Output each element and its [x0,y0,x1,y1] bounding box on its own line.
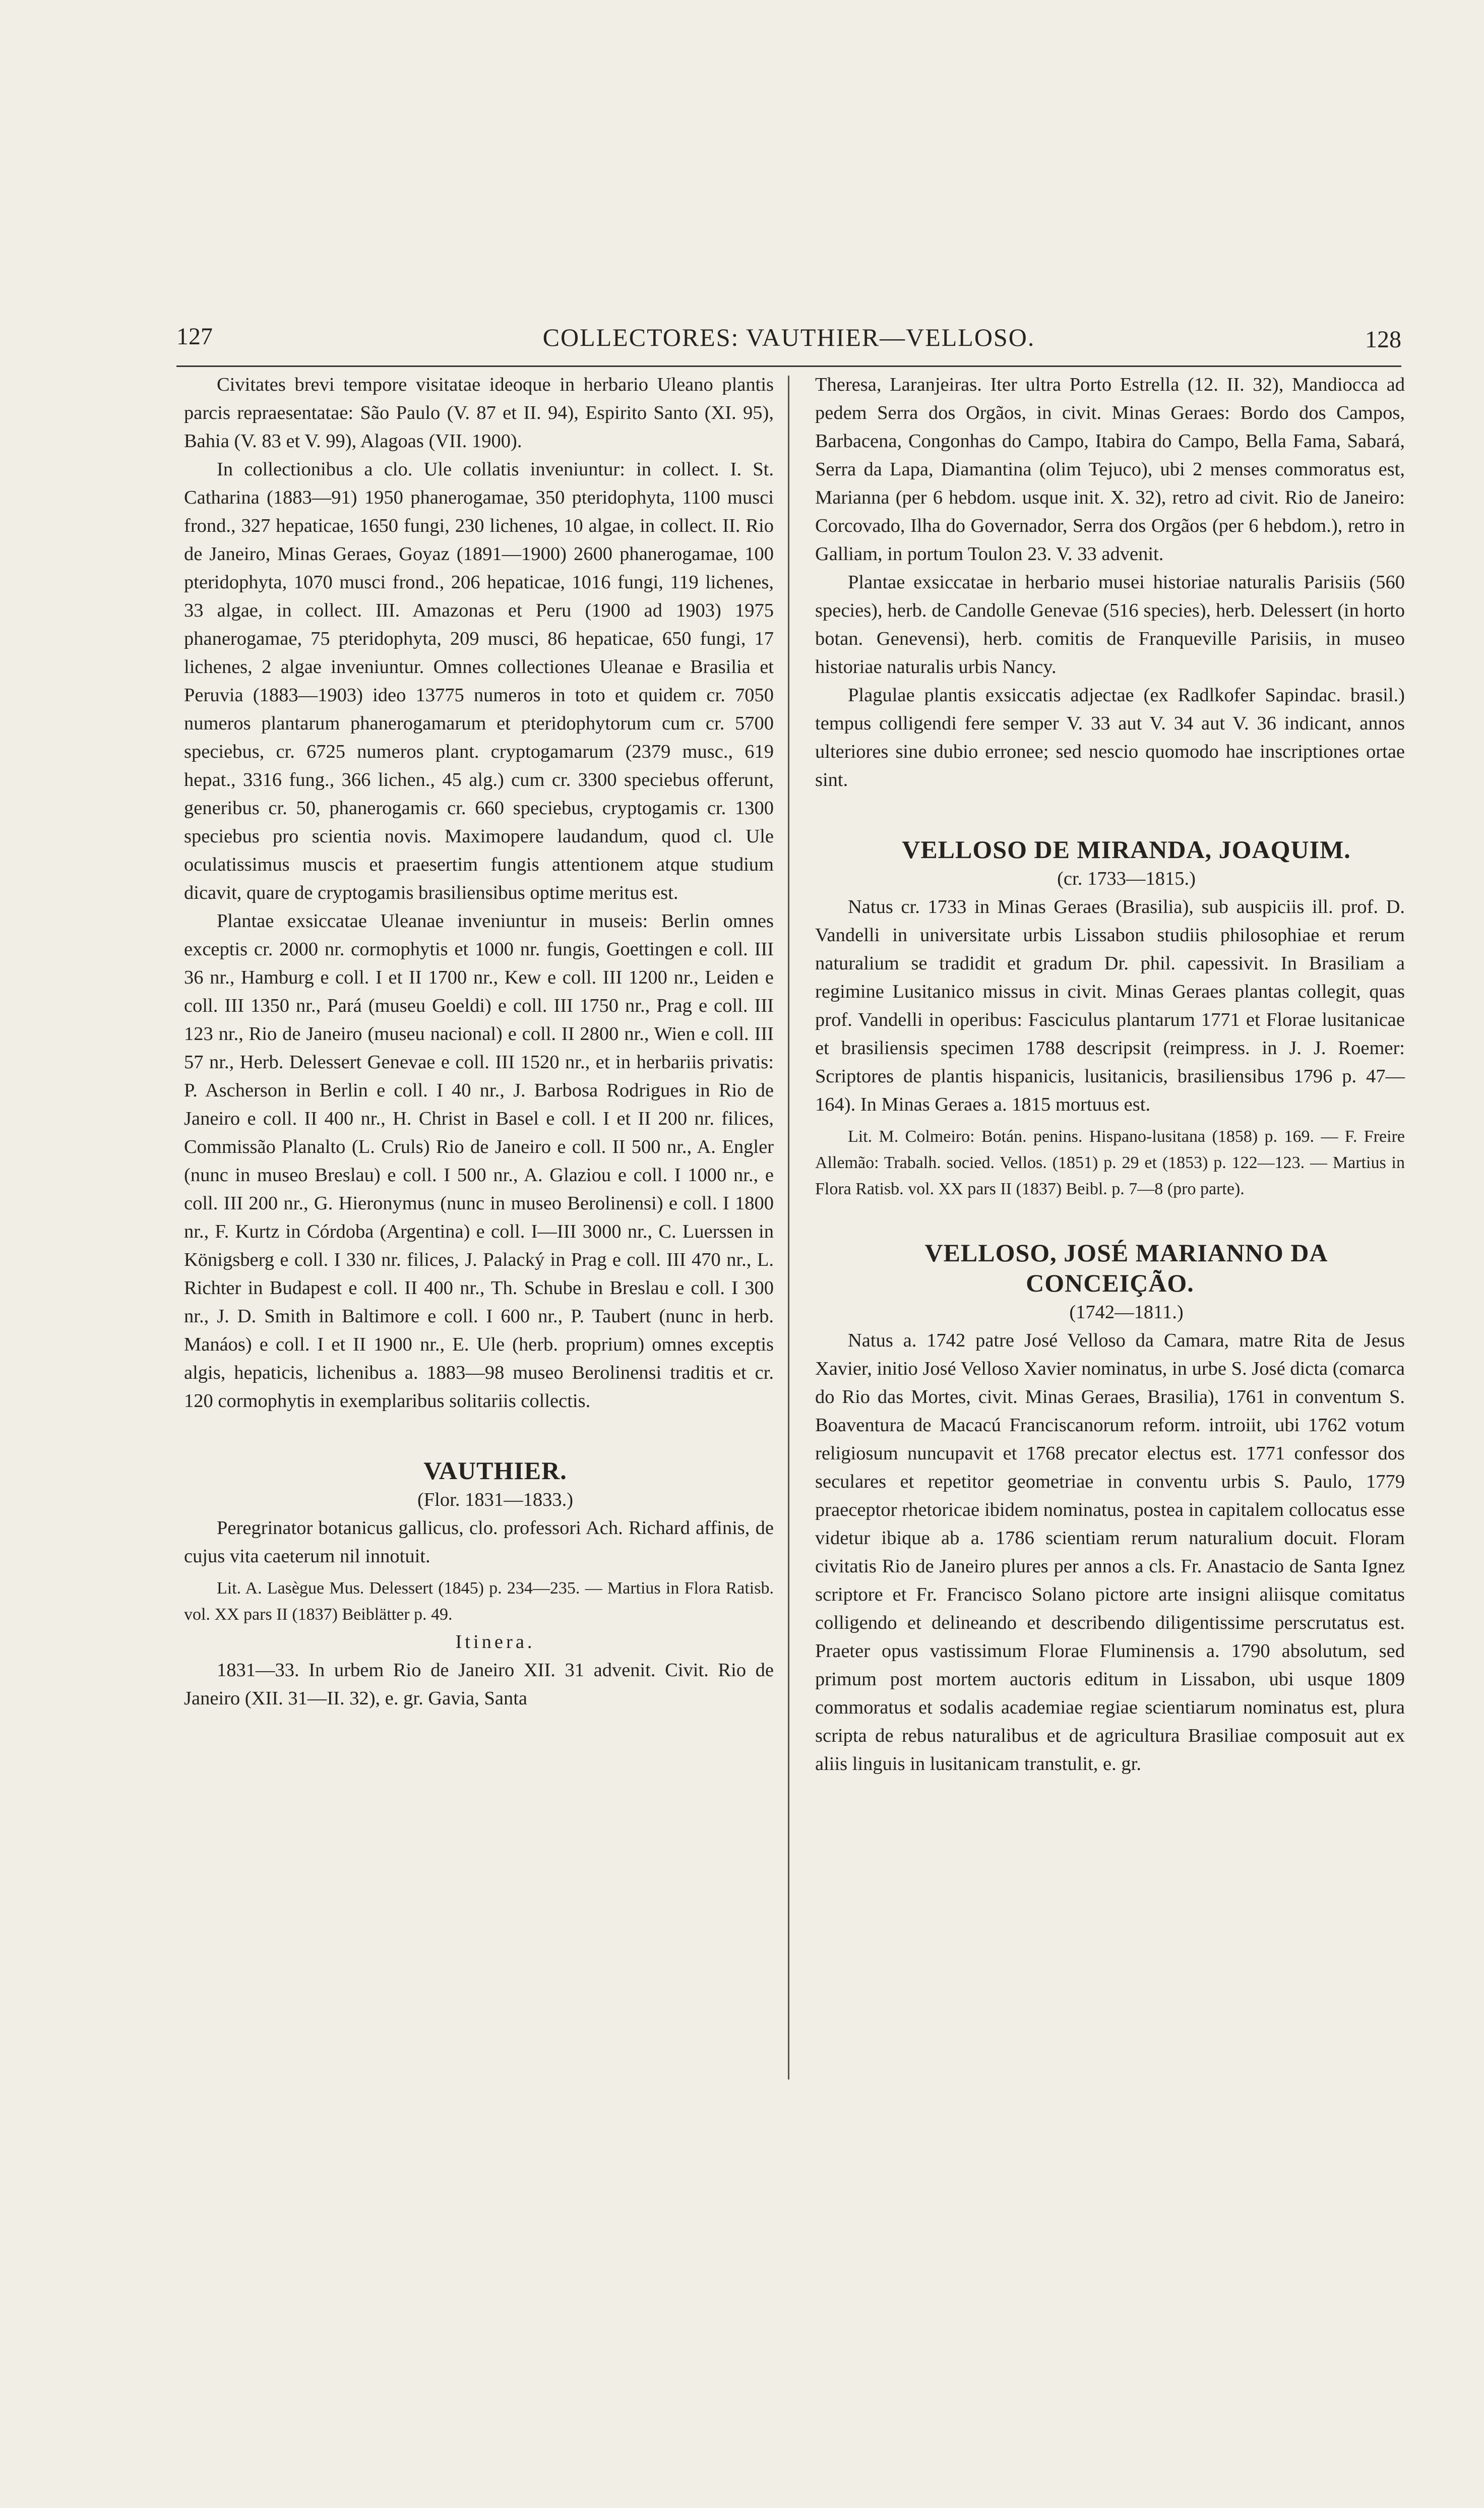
paragraph: Peregrinator botanicus gallicus, clo. professori Ach. Richard affinis, de cujus vita caeterum nil innotuit. [184,1517,774,1567]
paragraph: In collectionibus a clo. Ule collatis inveniuntur: in collect. I. St. Catharina (1883—91) 1950 phanerogamae, 350 pteridophyta, 1100 musci frond., 327 hepaticae, 1650 fungi, 230 lichenes, 10 algae, in collect. II. Rio de Janeiro, Minas Geraes, Goyaz (1891—1900) 2600 phanerogamae, 100 pteridophyta, 1070 musci frond., 206 hepaticae, 1016 fungi, 119 lichenes, 33 algae, in collect. III. Amazonas et Peru (1900 ad 1903) 1975 phanerogamae, 75 pteridophyta, 209 musci, 86 hepaticae, 650 fungi, 17 lichenes, 2 algae inveniuntur. Omnes collectiones Uleanae e Brasilia et Peruvia (1883—1903) ideo 13775 numeros in toto et quidem cr. 7050 numeros plantarum phanerogamarum et pteridophytorum cum cr. 5700 speciebus, cr. 6725 numeros plant. cryptogamarum (2379 musc., 619 hepat., 3316 fung., 366 lichen., 45 alg.) cum cr. 3300 speciebus offerunt, generibus cr. 50, phanerogamis cr. 660 speciebus, cryptogamis cr. 1300 speciebus pro scientia novis. Maximopere laudandum, quod cl. Ule oculatissimus muscis et praesertim fungis attentionem atque studium dicavit, quare de cryptogamis brasiliensibus optime meritus est. [184,459,774,903]
literature: Lit. M. Colmeiro: Botán. penins. Hispano-lusitana (1858) p. 169. — F. Freire Allemão: Trabalh. socied. Vellos. (1851) p. 29 et (1853) p. 122—123. — Martius in Flora Ratisb. vol. XX pars II (1837) Beibl. p. 7—8 (pro parte). [815,1127,1405,1198]
literature: Lit. A. Lasègue Mus. Delessert (1845) p. 234—235. — Martius in Flora Ratisb. vol. XX pars II (1837) Beiblätter p. 49. [184,1579,774,1624]
left-column [184,371,774,1712]
section-dates: (Flor. 1831—1833.) [417,1489,574,1510]
header-rule [176,365,1401,367]
page-number-left: 127 [176,323,213,350]
section-dates: (cr. 1733—1815.) [1057,868,1196,889]
page-number-right: 128 [1365,326,1401,353]
section-heading-velloso-conceicao: VELLOSO, JOSÉ MARIANNO DA CONCEIÇÃO. [924,1239,1328,1297]
section-dates: (1742—1811.) [1069,1302,1184,1323]
page-header [176,323,1401,363]
itinera-heading: Itinera. [455,1631,535,1653]
paragraph: Plantae exsiccatae in herbario musei historiae naturalis Parisiis (560 species), herb. de Candolle Genevae (516 species), herb. Delessert (in horto botan. Genevensi), herb. comitis de Franqueville Parisiis, in museo historiae naturalis urbis Nancy. [815,572,1405,678]
paragraph: Civitates brevi tempore visitatae ideoque in herbario Uleano plantis parcis repraesentatae: São Paulo (V. 87 et II. 94), Espirito Santo (XI. 95), Bahia (V. 83 et V. 99), Alagoas (VII. 1900). [184,374,774,452]
section-heading-vauthier: VAUTHIER. [423,1456,567,1485]
column-divider [788,376,789,2079]
paragraph: Natus a. 1742 patre José Velloso da Camara, matre Rita de Jesus Xavier, initio José Velloso Xavier nominatus, in urbe S. José dicta (comarca do Rio das Mortes, civit. Minas Geraes, Brasilia), 1761 in conventum S. Boaventura de Macacú Franciscanorum reform. introiit, ubi 1762 votum religiosum nuncupavit et 1768 precator electus est. 1771 confessor dos seculares et repetitor geometriae in conventu urbis S. Paulo, 1779 praeceptor rhetoricae ibidem nominatus, postea in capitalem collocatus esse videtur ibique ab a. 1786 scientiam rerum naturalium docuit. Floram civitatis Rio de Janeiro plures per annos a cls. Fr. Anastacio de Santa Ignez scriptore et Fr. Francisco Solano pictore arte insigni aliisque comitatus colligendo et delineando et describendo diligentissime perscrutatus est. Praeter opus vastissimum Florae Fluminensis a. 1790 absolutum, sed primum post mortem auctoris editum in Lissabon, ubi usque 1809 commoratus et sodalis academiae regiae scientiarum nominatus est, plura scripta de rebus naturalibus et de agricultura Brasiliae composuit aut ex aliis linguis in lusitanicam transtulit, e. gr. [815,1330,1405,1775]
paragraph: Theresa, Laranjeiras. Iter ultra Porto Estrella (12. II. 32), Mandiocca ad pedem Serra dos Orgãos, in civit. Minas Geraes: Bordo dos Campos, Barbacena, Congonhas do Campo, Itabira do Campo, Bella Fama, Sabará, Serra da Lapa, Diamantina (olim Tejuco), ubi 2 menses commoratus est, Marianna (per 6 hebdom. usque init. X. 32), retro ad civit. Rio de Janeiro: Corcovado, Ilha do Governador, Serra dos Orgãos (per 6 hebdom.), retro in Galliam, in portum Toulon 23. V. 33 advenit. [815,374,1405,565]
right-column [815,371,1405,1778]
paragraph: Plagulae plantis exsiccatis adjectae (ex Radlkofer Sapindac. brasil.) tempus colligendi fere semper V. 33 aut V. 34 aut V. 36 indicant, annos ulteriores sine dubio erronee; sed nescio quomodo hae inscriptiones ortae sint. [815,685,1405,790]
running-title: COLLECTORES: VAUTHIER—VELLOSO. [542,323,1035,351]
paragraph: 1831—33. In urbem Rio de Janeiro XII. 31 advenit. Civit. Rio de Janeiro (XII. 31—II. 32), e. gr. Gavia, Santa [184,1660,774,1709]
section-heading-velloso-miranda: VELLOSO DE MIRANDA, JOAQUIM. [902,835,1351,864]
paragraph: Natus cr. 1733 in Minas Geraes (Brasilia), sub auspiciis ill. prof. D. Vandelli in universitate urbis Lissabon studiis philosophiae et rerum naturalium se tradidit et gradum Dr. phil. capessivit. In Brasiliam a regimine Lusitanico missus in civit. Minas Geraes plantas collegit, quas prof. Vandelli in operibus: Fasciculus plantarum 1771 et Florae lusitanicae et brasiliensis specimen 1788 descripsit (reimpress. in J. J. Roemer: Scriptores de plantis hispanicis, lusitanicis, brasiliensibus 1796 p. 47—164). In Minas Geraes a. 1815 mortuus est. [815,896,1405,1115]
paragraph: Plantae exsiccatae Uleanae inveniuntur in museis: Berlin omnes exceptis cr. 2000 nr. cormophytis et 1000 nr. fungis, Goettingen e coll. III 36 nr., Hamburg e coll. I et II 1700 nr., Kew e coll. III 1200 nr., Leiden e coll. III 1350 nr., Pará (museu Goeldi) e coll. III 1750 nr., Prag e coll. III 123 nr., Rio de Janeiro (museu nacional) e coll. II 2800 nr., Wien e coll. III 57 nr., Herb. Delessert Genevae e coll. III 1520 nr., et in herbariis privatis: P. Ascherson in Berlin e coll. I 40 nr., J. Barbosa Rodrigues in Rio de Janeiro e coll. II 400 nr., H. Christ in Basel e coll. I et II 200 nr. filices, Commissão Planalto (L. Cruls) Rio de Janeiro e coll. II 500 nr., A. Engler (nunc in museo Breslau) e coll. I 500 nr., A. Glaziou e coll. I 1000 nr., e coll. III 200 nr., G. Hieronymus (nunc in museo Berolinensi) e coll. I 1800 nr., F. Kurtz in Córdoba (Argentina) e coll. I—III 3000 nr., C. Luerssen in Königsberg e coll. I 330 nr. filices, J. Palacký in Prag e coll. III 470 nr., L. Richter in Budapest e coll. II 400 nr., Th. Schube in Breslau e coll. I 300 nr., J. D. Smith in Baltimore e coll. I 600 nr., P. Taubert (nunc in herb. Manáos) e coll. I et II 1900 nr., E. Ule (herb. proprium) omnes exceptis algis, hepaticis, lichenibus a. 1883—98 museo Berolinensi traditis et cr. 120 cormophytis in exemplaribus solitariis collectis. [184,910,774,1412]
